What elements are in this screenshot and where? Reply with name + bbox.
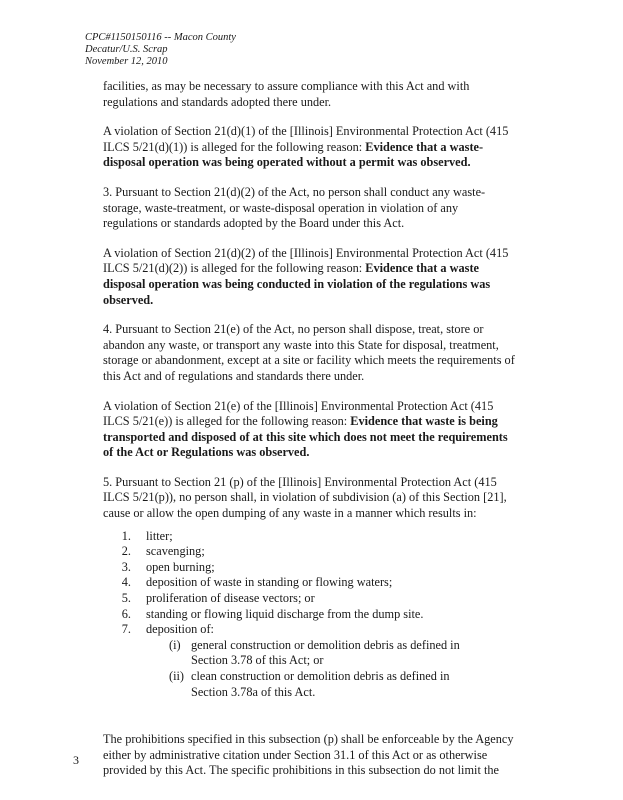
- list-item-number: 5.: [121, 591, 131, 606]
- list-item: [103, 560, 515, 576]
- header-case-number: CPC#1150150116 -- Macon County: [85, 32, 236, 43]
- paragraph-section-21p: 5. Pursuant to Section 21 (p) of the [Illinois] Environmental Protection Act (415 ILCS 5/21(p)), no person shall, in violation of subdivision (a) of this Section [21], cause or allow the open dumping of any waste in a manner which results in:: [103, 474, 507, 521]
- list-item-text: proliferation of disease vectors; or: [146, 591, 315, 606]
- list-item-number: 3.: [121, 559, 131, 574]
- list-item-text: litter;: [146, 528, 173, 543]
- violation-text: A violation of Section 21(d)(2) of the [Illinois] Environmental Protection Act (415 ILCS 5/21(d)(2)) is alleged for the following reason:: [103, 245, 509, 276]
- violation-evidence: Evidence that a waste disposal operation was being conducted in violation of the regulations was observed.: [103, 261, 491, 307]
- sublist-item-number: (i): [169, 637, 181, 652]
- paragraph-section-21d2: 3. Pursuant to Section 21(d)(2) of the Act, no person shall conduct any waste-storage, waste-treatment, or waste-disposal operation in violation of any regulations or standards adopted by the Board under this Act.: [103, 184, 486, 231]
- list-item-number: 2.: [121, 544, 131, 559]
- document-body: [103, 79, 515, 793]
- violation-text: A violation of Section 21(e) of the [Illinois] Environmental Protection Act (415 ILCS 5/21(e)) is alleged for the following reason:: [103, 398, 494, 429]
- list-item: [103, 529, 515, 545]
- sublist-item-number: (ii): [169, 669, 185, 683]
- prohibition-list: [103, 529, 515, 701]
- list-item-text: deposition of:: [146, 622, 214, 637]
- paragraph-enforcement: The prohibitions specified in this subsection (p) shall be enforceable by the Agency either by administrative citation under Section 31.1 of this Act or as otherwise provided by this Act. The specific prohibitions in this subsection do not limit the: [103, 732, 514, 778]
- list-item: [103, 544, 515, 560]
- paragraph-violation-21e: [103, 399, 515, 461]
- list-item-text: standing or flowing liquid discharge from the dump site.: [146, 606, 424, 621]
- list-item-text: open burning;: [146, 559, 215, 574]
- sublist-item: [169, 638, 515, 669]
- violation-evidence: Evidence that waste is being transported and disposed of at this site which does not meet the requirements of the Act or Regulations was observed.: [103, 414, 508, 460]
- list-item-number: 7.: [121, 622, 131, 637]
- violation-text: A violation of Section 21(d)(1) of the [Illinois] Environmental Protection Act (415 ILCS 5/21(d)(1)) is alleged for the following reason:: [103, 124, 509, 154]
- sublist-item-text: general construction or demolition debris as defined in Section 3.78 of this Act; or: [191, 637, 460, 668]
- header-date: November 12, 2010: [85, 56, 168, 67]
- document-header: [85, 32, 236, 68]
- paragraph-continuation: facilities, as may be necessary to assure compliance with this Act and with regulations and standards adopted there under.: [103, 79, 470, 109]
- paragraph-violation-21d2: [103, 246, 515, 308]
- paragraph-violation-21d1: [103, 124, 515, 171]
- list-item: [103, 575, 515, 591]
- page-number: 3: [73, 753, 79, 767]
- sublist-item-text: clean construction or demolition debris as defined in Section 3.78a of this Act.: [191, 669, 450, 699]
- sublist-item: [169, 669, 515, 700]
- list-item: [103, 622, 515, 638]
- list-item-number: 1.: [121, 528, 131, 543]
- list-item-number: 4.: [121, 575, 131, 590]
- list-item: [103, 591, 515, 607]
- deposition-sublist: [103, 638, 515, 700]
- list-item-text: deposition of waste in standing or flowing waters;: [146, 575, 393, 590]
- list-item-text: scavenging;: [146, 544, 205, 559]
- list-item-number: 6.: [121, 606, 131, 621]
- list-item: [103, 607, 515, 623]
- paragraph-section-21e: 4. Pursuant to Section 21(e) of the Act, no person shall dispose, treat, store or abandon any waste, or transport any waste into this State for disposal, treatment, storage or abandonment, except at a site or facility which meets the requirements of this Act and of regulations and standards there under.: [103, 322, 515, 383]
- header-site-name: Decatur/U.S. Scrap: [85, 44, 168, 55]
- violation-evidence: Evidence that a waste-disposal operation was being operated without a permit was observed.: [103, 139, 484, 170]
